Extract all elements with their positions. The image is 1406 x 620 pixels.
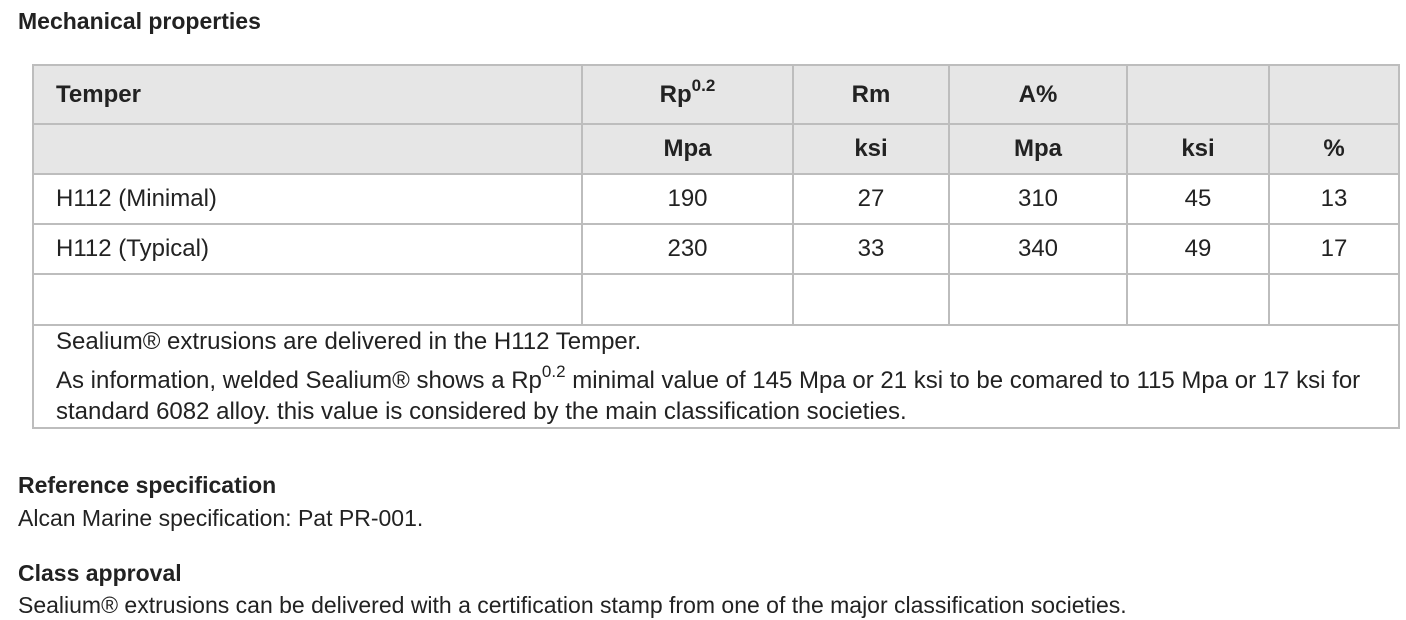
- note-text-b: minimal value of 145 Mpa or 21 ksi to be comared to 115 Mpa or 17 ksi for standard 6082 alloy. this value is considered by the main classification societies.: [56, 367, 1361, 425]
- table-row: [33, 224, 1399, 274]
- section-title-class-approval: Class approval: [18, 560, 182, 586]
- empty-cell: [1127, 274, 1269, 325]
- table-cell: 190: [582, 174, 793, 224]
- header-rp-sup: 0.2: [691, 75, 716, 95]
- table-cell: 230: [582, 224, 793, 274]
- section-title-mechanical-properties: Mechanical properties: [18, 8, 261, 34]
- note-text-a: As information, welded Sealium® shows a Rp: [56, 367, 542, 394]
- section-title-reference-specification: Reference specification: [18, 472, 277, 498]
- unit-cell: Mpa: [582, 124, 793, 174]
- unit-cell: [33, 124, 582, 174]
- unit-cell: ksi: [1127, 124, 1269, 174]
- table-unit-row: [33, 124, 1399, 174]
- empty-cell: [1269, 274, 1399, 325]
- header-a-percent: A%: [949, 65, 1127, 124]
- table-note: [33, 325, 1399, 428]
- empty-cell: [949, 274, 1127, 325]
- unit-cell: Mpa: [949, 124, 1127, 174]
- header-rp-base: Rp: [659, 80, 692, 108]
- table-cell: H112 (Minimal): [33, 174, 582, 224]
- unit-cell: %: [1269, 124, 1399, 174]
- unit-cell: ksi: [793, 124, 949, 174]
- table-cell: 310: [949, 174, 1127, 224]
- table-cell: 33: [793, 224, 949, 274]
- table-cell: 49: [1127, 224, 1269, 274]
- class-approval-text: Sealium® extrusions can be delivered with a certification stamp from one of the major classification societies.: [18, 592, 1127, 618]
- table-cell: 45: [1127, 174, 1269, 224]
- table-note-row: [33, 325, 1399, 428]
- reference-specification-text: Alcan Marine specification: Pat PR-001.: [18, 505, 424, 531]
- table-row: [33, 174, 1399, 224]
- note-welded-info: [56, 362, 1376, 427]
- table-cell: 13: [1269, 174, 1399, 224]
- table-cell: 17: [1269, 224, 1399, 274]
- empty-cell: [33, 274, 582, 325]
- mechanical-properties-table: [32, 64, 1400, 429]
- header-blank-1: [1127, 65, 1269, 124]
- table-cell: H112 (Typical): [33, 224, 582, 274]
- header-rp02: [582, 65, 793, 124]
- table-cell: 340: [949, 224, 1127, 274]
- note-sup: 0.2: [541, 362, 566, 381]
- empty-cell: [793, 274, 949, 325]
- note-delivery-temper: Sealium® extrusions are delivered in the H112 Temper.: [56, 328, 642, 355]
- table-header-row: [33, 65, 1399, 124]
- header-rm: Rm: [793, 65, 949, 124]
- header-temper: Temper: [33, 65, 582, 124]
- empty-cell: [582, 274, 793, 325]
- table-cell: 27: [793, 174, 949, 224]
- header-blank-2: [1269, 65, 1399, 124]
- table-empty-row: [33, 274, 1399, 325]
